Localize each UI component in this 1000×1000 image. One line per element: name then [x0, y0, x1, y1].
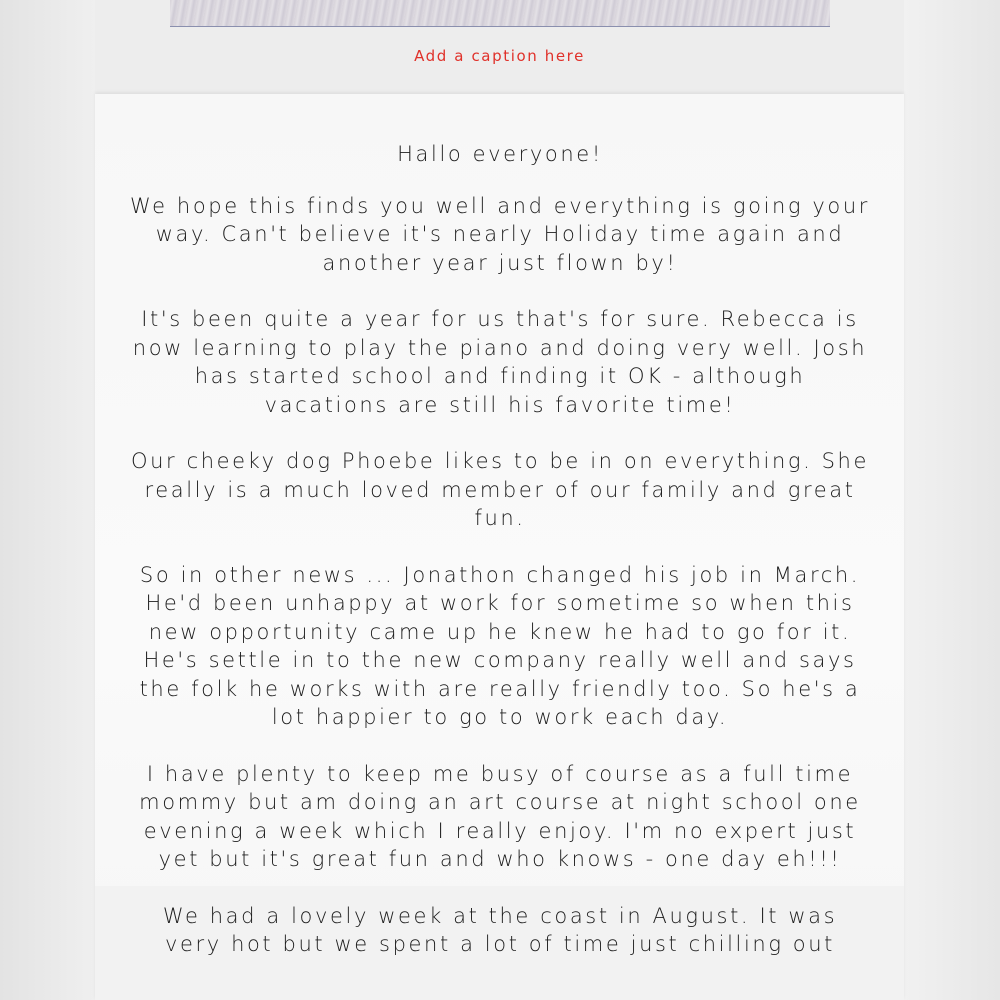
letter-paragraph-1: We hope this finds you well and everything is going your way. Can't believe it's nearly Holiday time again and another year just flown by!	[130, 193, 871, 275]
letter-paragraph-5: I have plenty to keep me busy of course as a full time mommy but am doing an art course at night school one evening a week which I really enjoy. I'm no expert just yet but it's great fun and who knows - one day eh!!!	[139, 761, 861, 871]
letter-paragraph-3: Our cheeky dog Phoebe likes to be in on everything. She really is a much loved member of our family and great fun.	[131, 449, 869, 530]
photo-placeholder[interactable]	[170, 0, 830, 27]
letter-paragraph-4: So in other news ... Jonathon changed his job in March. He'd been unhappy at work for sometime so when this new opportunity came up he knew he had to go for it. He's settle in to the new company really well and says the folk he works with are really friendly too. So he's a lot happier to go to work each day.	[139, 562, 861, 729]
photo-caption[interactable]: Add a caption here	[414, 47, 585, 65]
letter-paragraph-2: It's been quite a year for us that's for sure. Rebecca is now learning to play the piano and doing very well. Josh has started school and finding it OK - although vacations are still his favorite time!	[132, 307, 868, 417]
letter-text[interactable]	[130, 140, 870, 987]
letter-paragraph-6: We had a lovely week at the coast in August. It was very hot but we spent a lot of time just chilling out	[162, 903, 838, 956]
letter-greeting: Hallo everyone!	[397, 142, 603, 166]
